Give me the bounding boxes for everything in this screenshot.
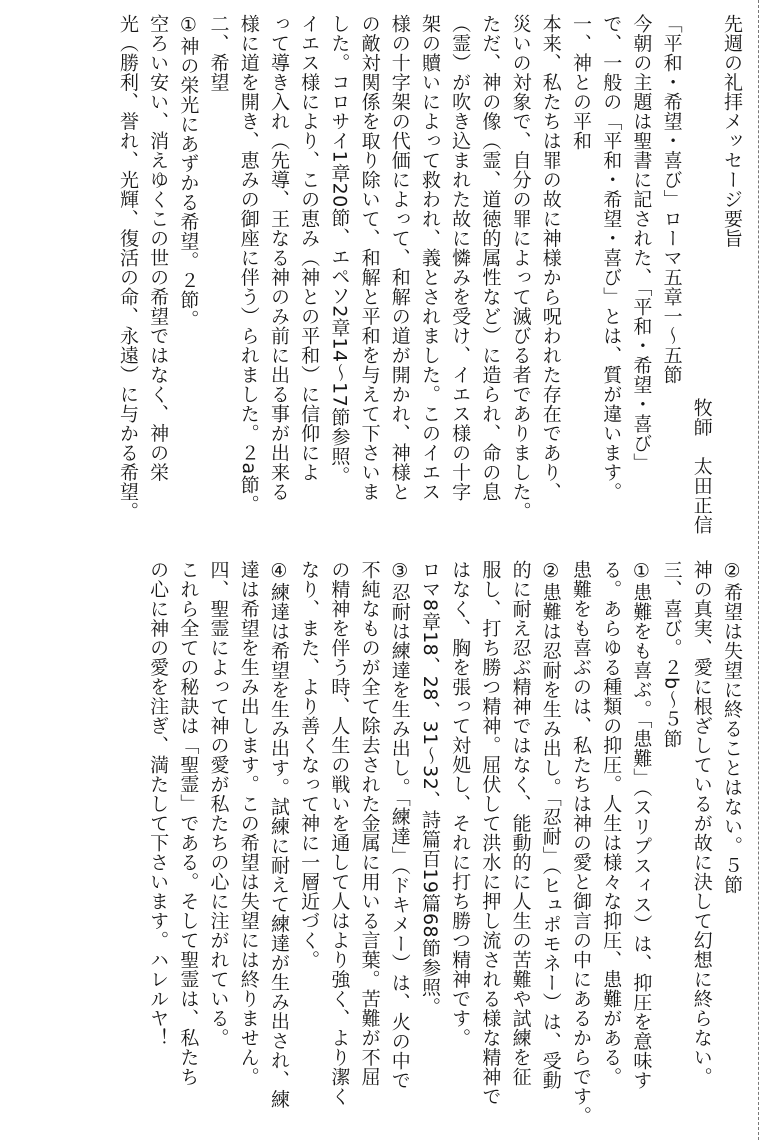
body-line: 患難をも喜ぶのは、私たちは神の愛と御言の中にあるからです。 <box>569 560 592 1126</box>
body-line: 達は希望を生み出します。この希望は失望には終りません。 <box>237 560 260 1087</box>
body-line: 災いの対象で、自分の罪によって滅びる者でありました。 <box>509 14 532 521</box>
point-line: ①神の栄光にあずかる希望。２節。 <box>177 14 200 329</box>
body-line: 空ろい安い、消えゆくこの世の希望ではなく、神の栄 <box>147 14 170 482</box>
body-line: 神の真実、愛に根ざしているが故に決して幻想に終らない。 <box>690 560 713 1087</box>
body-line: 服し、打ち勝つ精神。屈伏して洪水に押し流される様な精神で <box>479 560 502 1106</box>
body-line: って導き入れ（先導、王なる神のみ前に出る事が出来る <box>267 14 290 502</box>
scripture-line: 「平和・希望・喜び」ローマ五章一～五節 <box>660 14 683 385</box>
body-line: （霊）が吹き込まれた故に憐みを受け、イエス様の十字 <box>449 14 472 502</box>
dashed-border <box>758 0 759 1140</box>
body-line: 不純なものが全て除去された金属に用いる言葉。苦難が不屈 <box>358 560 381 1087</box>
body-line: 本来、私たちは罪の故に神様から呪われた存在であり、 <box>539 14 562 502</box>
bottom-section <box>11 560 747 1126</box>
body-line: なり、また、より善くなって神に一層近づく。 <box>298 560 321 970</box>
body-line: ただ、神の像（霊、道徳的属性など）に造られ、命の息 <box>479 14 502 502</box>
reference-line: ロマ8章18、28、31～32、詩篇百19篇68節参照。 <box>418 560 441 1017</box>
body-line: る。あらゆる種類の抑圧。人生は様々な抑圧、患難がある。 <box>600 560 623 1087</box>
body-line: はなく、胸を張って対処し、それに打ち勝つ精神です。 <box>449 560 472 1048</box>
body-line: イエス様により、この恵み（神との平和）に信仰によ <box>298 14 321 482</box>
body-line: 様の十字架の代価によって、和解の道が開かれ、神様と <box>388 14 411 502</box>
section-heading: 一、神との平和 <box>569 14 592 151</box>
point-line: ④練達は希望を生み出す。試練に耐えて練達が生み出され、練 <box>267 560 290 1109</box>
section-heading: 三、喜び。２b～５節 <box>660 560 683 749</box>
body-line: 架の贖いによって救われ、義とされました。このイエス <box>418 14 441 502</box>
point-line: ③忍耐は練達を生み出し。「練達」（ドキメー）は、火の中で <box>388 560 411 1090</box>
section-heading: 四、聖霊によって神の愛が私たちの心に注がれている。 <box>207 560 230 1048</box>
section-heading: 二、希望 <box>207 14 230 92</box>
body-line: の精神を伴う時、人生の戦いを通して人はより強く、より潔く <box>328 560 351 1106</box>
body-line: した。コロサイ1章20節、エペソ2章14～17節参照。 <box>328 14 351 486</box>
body-line: 光（勝利、誉れ、光輝、復活の命、永遠）に与かる希望。 <box>116 14 139 521</box>
intro-line: 今朝の主題は聖書に記された、「平和・希望・喜び」 <box>630 14 653 473</box>
body-line: 様に道を開き、恵みの御座に伴う）られました。２a節。 <box>237 14 260 514</box>
body-line: これら全ての秘訣は「聖霊」である。そして聖霊は、私たち <box>177 560 200 1087</box>
intro-line: で、一般の「平和・希望・喜び」とは、質が違います。 <box>600 14 623 502</box>
body-line: の敵対関係を取り除いて、和解と平和を与えて下さいま <box>358 14 381 502</box>
point-line: ②患難は忍耐を生み出し。「忍耐」（ヒュポモネー）は、受動 <box>539 560 562 1090</box>
top-section <box>11 14 747 534</box>
pastor-line <box>687 14 717 534</box>
body-line: の心に神の愛を注ぎ、満たして下さいます。ハレルヤ！ <box>147 560 170 1048</box>
point-line: ②希望は失望に終ることはない。５節 <box>721 560 743 895</box>
pastor-name: 牧師 太田正信 <box>690 397 713 534</box>
page-title: 先週の礼拝メッセージ要旨 <box>721 14 743 248</box>
body-line: 的に耐え忍ぶ精神ではなく、能動的に人生の苦難や試練を征 <box>509 560 532 1087</box>
point-line: ①患難をも喜ぶ。「患難」（スリプスィス）は、抑圧を意味す <box>630 560 653 1090</box>
